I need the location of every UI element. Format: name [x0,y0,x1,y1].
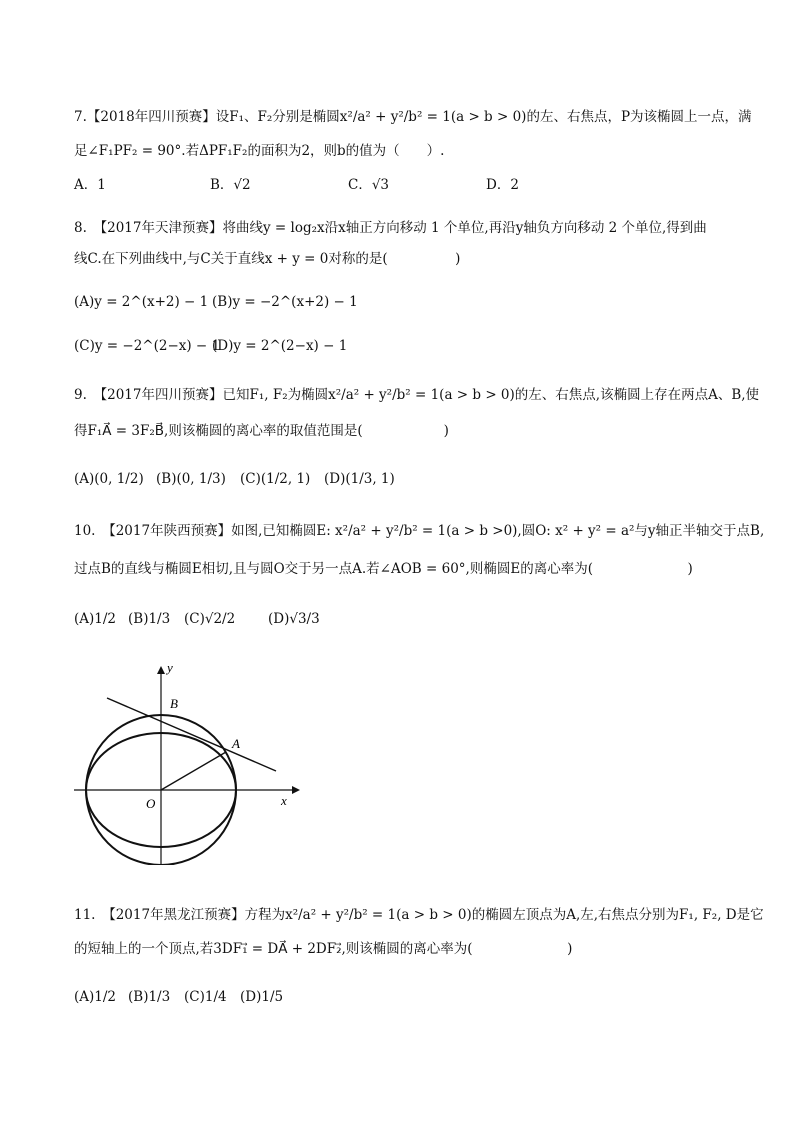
q10-option-b: (B)1/3 [128,611,171,627]
point-a-label: A [232,736,240,751]
point-b-label: B [170,696,178,711]
q10-line2: 过点B的直线与椭圆E相切,且与圆O交于另一点A.若∠AOB = 60°,则椭圆E的离心率为( ) [74,561,693,577]
q7-option-b: B．√2 [210,177,251,193]
q11-option-b: (B)1/3 [128,989,171,1005]
q8-option-c: (C)y = −2^(2−x) − 1 [74,338,221,354]
q9-option-c: (C)(1/2, 1) [240,471,311,487]
q8-option-d: (D)y = 2^(2−x) − 1 [212,338,348,354]
q7-line1: 7.【2018年四川预赛】设F₁、F₂分别是椭圆x²/a² + y²/b² = 1(a > b > 0)的左、右焦点，P为该椭圆上一点，满 [74,109,752,125]
q11-line1: 11. 【2017年黑龙江预赛】方程为x²/a² + y²/b² = 1(a > b > 0)的椭圆左顶点为A,左,右焦点分别为F₁, F₂, D是它 [74,907,764,923]
q7-option-a: A．1 [74,177,106,193]
y-axis-arrow [157,666,165,674]
q9-line1: 9. 【2017年四川预赛】已知F₁, F₂为椭圆x²/a² + y²/b² = 1(a > b > 0)的左、右焦点,该椭圆上存在两点A、B,使 [74,387,760,403]
q11-line2: 的短轴上的一个顶点,若3DF₁⃗ = DA⃗ + 2DF₂⃗,则该椭圆的离心率为( ) [74,941,573,957]
q9-line2: 得F₁A⃗ = 3F₂B⃗,则该椭圆的离心率的取值范围是( ) [74,423,449,439]
figure-svg [74,660,304,865]
segment-oa [161,752,226,790]
q10-line1: 10. 【2017年陕西预赛】如图,已知椭圆E: x²/a² + y²/b² = 1(a > b >0),圆O: x² + y² = a²与y轴正半轴交于点B, [74,523,765,539]
q7-line2: 足∠F₁PF₂ = 90°.若ΔPF₁F₂的面积为2，则b的值为（ ）. [74,143,445,159]
q10-option-d: (D)√3/3 [268,611,320,627]
ellipse-circle-figure [74,660,304,865]
q9-option-b: (B)(0, 1/3) [156,471,226,487]
q7-option-c: C．√3 [348,177,390,193]
q9-option-a: (A)(0, 1/2) [74,471,144,487]
q10-option-c: (C)√2/2 [184,611,236,627]
q8-option-a: (A)y = 2^(x+2) − 1 [74,294,209,310]
origin-label: O [146,796,156,811]
x-axis-label: x [281,793,287,808]
q8-option-b: (B)y = −2^(x+2) − 1 [212,294,358,310]
q8-line2: 线C.在下列曲线中,与C关于直线x + y = 0对称的是( ) [74,251,461,267]
q7-option-d: D．2 [486,177,519,193]
y-axis-label: y [167,660,173,675]
q8-line1: 8. 【2017年天津预赛】将曲线y = log₂x沿x轴正方向移动 1 个单位,再沿y轴负方向移动 2 个单位,得到曲 [74,220,707,236]
tangent-line [107,698,276,771]
q11-option-d: (D)1/5 [240,989,284,1005]
x-axis-arrow [292,786,300,794]
q9-option-d: (D)(1/3, 1) [324,471,395,487]
q11-option-a: (A)1/2 [74,989,117,1005]
q10-option-a: (A)1/2 [74,611,117,627]
q11-option-c: (C)1/4 [184,989,227,1005]
